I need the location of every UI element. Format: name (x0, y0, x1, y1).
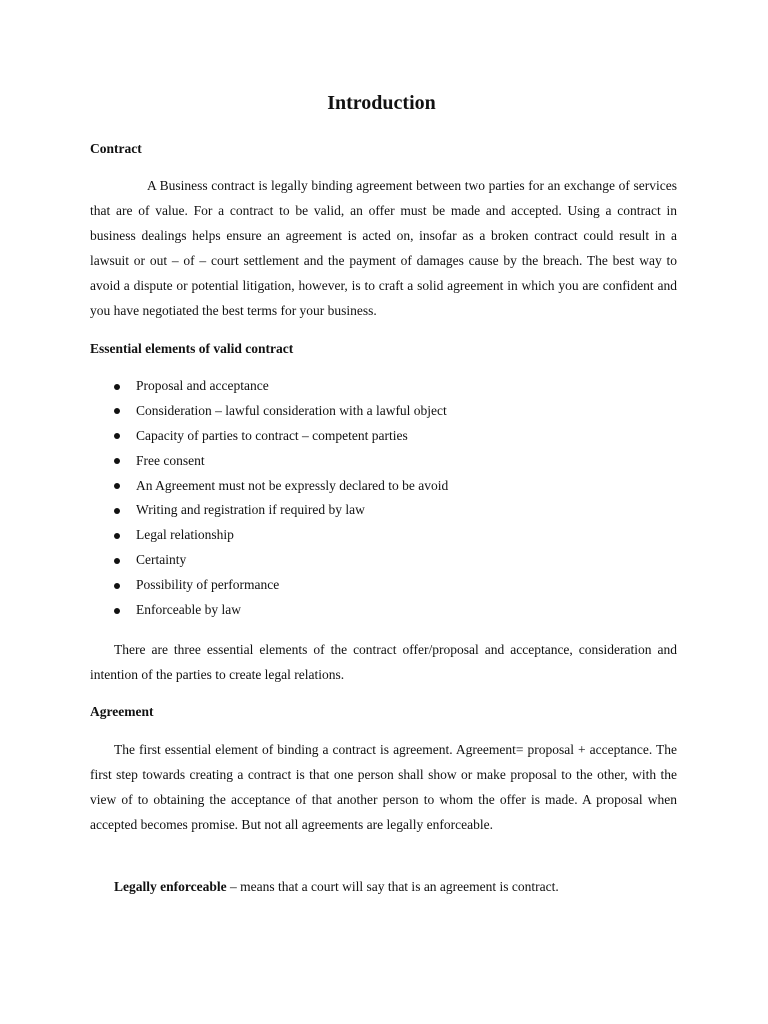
bullet-icon (114, 608, 120, 614)
essentials-summary: There are three essential elements of the contract offer/proposal and acceptance, consideration and intention of the parties to create legal relations. (90, 642, 677, 682)
bullet-icon (114, 583, 120, 589)
essentials-heading: Essential elements of valid contract (90, 341, 294, 356)
list-item: Free consent (90, 449, 448, 474)
list-item: Possibility of performance (90, 573, 448, 598)
definition-term: Legally enforceable (114, 879, 227, 894)
essentials-list (90, 374, 448, 623)
bullet-icon (114, 433, 120, 439)
list-item: Legal relationship (90, 523, 448, 548)
bullet-icon (114, 408, 120, 414)
list-item: Capacity of parties to contract – competent parties (90, 424, 448, 449)
agreement-paragraph: The first essential element of binding a contract is agreement. Agreement= proposal + acceptance. The first step towards creating a contract is that one person shall show or make proposal to the other, with the view of to obtaining the acceptance of that another person to whom the offer is made. A proposal when accepted becomes promise. But not all agreements are legally enforceable. (90, 742, 677, 832)
list-item: Certainty (90, 548, 448, 573)
agreement-heading: Agreement (90, 704, 154, 719)
contract-heading: Contract (90, 141, 142, 156)
bullet-icon (114, 458, 120, 464)
contract-paragraph: A Business contract is legally binding agreement between two parties for an exchange of services that are of value. For a contract to be valid, an offer must be made and accepted. Using a contract in business dealings helps ensure an agreement is acted on, insofar as a broken contract could result in a lawsuit or out – of – court settlement and the payment of damages cause by the breach. The best way to avoid a dispute or potential litigation, however, is to craft a solid agreement in which you are confident and you have negotiated the best terms for your business. (90, 178, 677, 318)
bullet-icon (114, 384, 120, 390)
page-title: Introduction (327, 92, 436, 114)
list-item: Enforceable by law (90, 598, 448, 623)
list-item: Proposal and acceptance (90, 374, 448, 399)
list-item: Writing and registration if required by law (90, 498, 448, 523)
bullet-icon (114, 483, 120, 489)
list-item: An Agreement must not be expressly declared to be avoid (90, 474, 448, 499)
bullet-icon (114, 533, 120, 539)
bullet-icon (114, 508, 120, 514)
legally-enforceable-definition (114, 878, 559, 896)
definition-text: – means that a court will say that is an agreement is contract. (226, 879, 559, 894)
bullet-icon (114, 558, 120, 564)
list-item: Consideration – lawful consideration with a lawful object (90, 399, 448, 424)
